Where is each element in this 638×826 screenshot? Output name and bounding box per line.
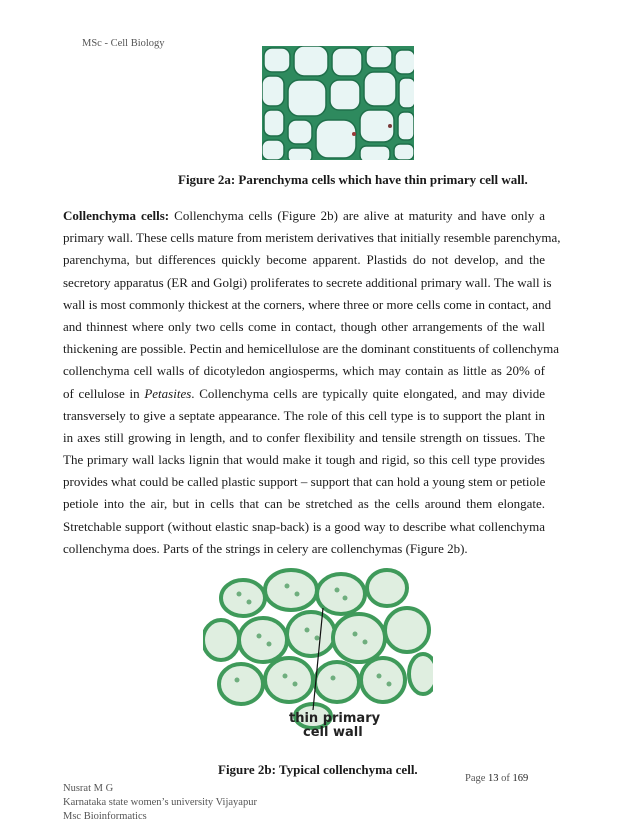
label-thin-primary: thin primary <box>289 711 381 726</box>
paragraph-line: collenchyma cell walls of dicotyledon angiosperms, which may contain as little as 20% of <box>63 363 545 379</box>
collenchyma-figure <box>203 568 433 750</box>
paragraph-line: in axes still growing in length, and to confer flexibility and tensile strength on tissues. The <box>63 429 545 445</box>
page-total: 169 <box>512 773 529 784</box>
page-number <box>465 773 528 784</box>
paragraph-line <box>63 383 545 405</box>
paragraph-line: secretory apparatus (ER and Golgi) proliferates to secrete additional primary wall. The wall is <box>63 274 552 290</box>
paragraph-line: parenchyma, but differences quickly become apparent. Plastids do not develop, and the <box>63 252 545 268</box>
paragraph-line: thickening are possible. Pectin and hemicellulose are the dominant constituents of collenchyma <box>63 341 560 357</box>
line-text: . Collenchyma cells are typically quite elongated, and may divide <box>191 385 546 401</box>
collenchyma-paragraph <box>63 205 561 560</box>
section-heading: Collenchyma cells: <box>63 208 170 223</box>
footer-program: Msc Bioinformatics <box>63 811 147 822</box>
parenchyma-figure <box>262 46 414 160</box>
running-header: MSc - Cell Biology <box>82 38 165 49</box>
parenchyma-micrograph-icon <box>262 46 414 160</box>
collenchyma-micrograph-icon <box>203 568 433 750</box>
page-of: of <box>498 773 513 784</box>
genus-name: Petasites <box>144 385 192 401</box>
paragraph-line: The primary wall lacks lignin that would make it tough and rigid, so this cell type provides <box>63 452 545 468</box>
page-prefix: Page <box>465 773 489 784</box>
line-text: Collenchyma cells (Figure 2b) are alive at maturity and have only a <box>174 208 545 223</box>
paragraph-line: collenchyma does. Parts of the strings in celery are collenchymas (Figure 2b). <box>63 540 468 556</box>
footer-author-block <box>63 782 257 824</box>
paragraph-line: petiole into the air, but in cells that can be stretched as the cells around them elongate. <box>63 496 545 512</box>
line-text: of cellulose in <box>63 385 145 401</box>
figure-2b-caption: Figure 2b: Typical collenchyma cell. <box>218 762 418 777</box>
paragraph-line: Stretchable support (without elastic snap-back) is a good way to describe what collenchyma <box>63 518 545 534</box>
page-current: 13 <box>488 773 499 784</box>
paragraph-line <box>63 205 545 227</box>
footer-author: Nusrat M G <box>63 783 114 794</box>
paragraph-line: wall is most commonly thickest at the corners, where three or more cells come in contact, and <box>63 296 552 312</box>
paragraph-line: primary wall. These cells mature from meristem derivatives that initially resemble parenchyma, <box>63 230 561 246</box>
label-cell-wall: cell wall <box>303 725 363 740</box>
paragraph-line: provides what could be called plastic support – support that can hold a young stem or petiole <box>63 474 546 490</box>
paragraph-line: and thinnest where only two cells come in contact, though other arrangements of the wall <box>63 318 545 334</box>
figure-2a-caption: Figure 2a: Parenchyma cells which have thin primary cell wall. <box>178 172 528 187</box>
paragraph-line: transversely to give a septate appearance. The role of this cell type is to support the plant in <box>63 407 545 423</box>
footer-institution: Karnataka state women’s university Vijayapur <box>63 797 257 808</box>
